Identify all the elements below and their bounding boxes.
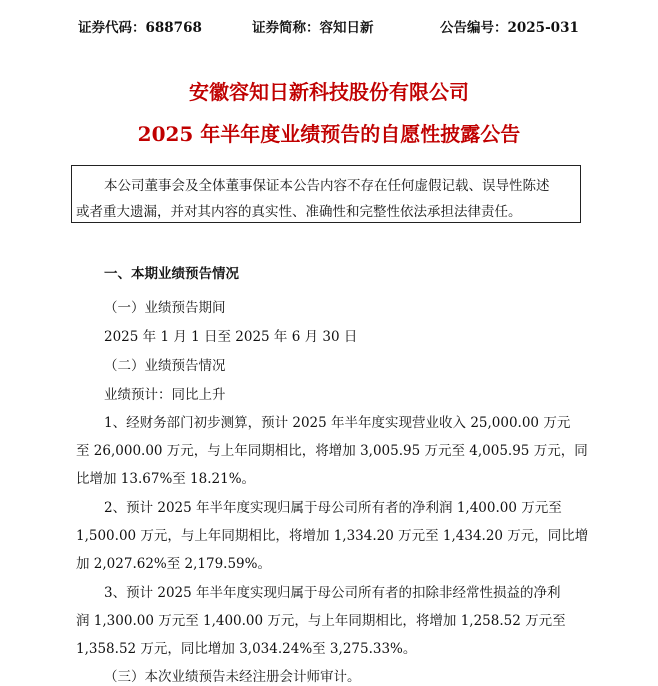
- forecast-period: 2025 年 1 月 1 日至 2025 年 6 月 30 日: [104, 329, 358, 345]
- revenue-forecast-line-2: 至 26,000.00 万元，与上年同期相比，将增加 3,005.95 万元至 4,005.95 万元，同: [76, 443, 588, 459]
- adjusted-profit-forecast-line-3: 1,358.52 万元，同比增加 3,034.24%至 3,275.33%。: [76, 641, 417, 657]
- disclaimer-line-1: 本公司董事会及全体董事保证本公告内容不存在任何虚假记载、误导性陈述: [104, 178, 550, 194]
- forecast-type: 业绩预计：同比上升: [104, 387, 226, 403]
- net-profit-forecast-line-3: 加 2,027.62%至 2,179.59%。: [76, 556, 271, 572]
- subsection-heading-forecast: （二）业绩预告情况: [104, 358, 226, 374]
- stock-code: 证券代码：688768: [78, 20, 202, 36]
- disclaimer-line-2: 或者重大遗漏，并对其内容的真实性、准确性和完整性依法承担法律责任。: [76, 204, 522, 220]
- adjusted-profit-forecast-line-1: 3、预计 2025 年半年度实现归属于母公司所有者的扣除非经常性损益的净利: [104, 585, 561, 601]
- announcement-subject-title: 2025 年半年度业绩预告的自愿性披露公告: [137, 122, 521, 146]
- net-profit-forecast-line-2: 1,500.00 万元，与上年同期相比，将增加 1,334.20 万元至 1,434.20 万元，同比增: [76, 528, 589, 544]
- stock-abbreviation: 证券简称：容知日新: [252, 20, 374, 36]
- audit-statement: （三）本次业绩预告未经注册会计师审计。: [104, 669, 361, 685]
- company-name-title: 安徽容知日新科技股份有限公司: [189, 80, 469, 104]
- section-heading: 一、本期业绩预告情况: [104, 266, 239, 282]
- net-profit-forecast-line-1: 2、预计 2025 年半年度实现归属于母公司所有者的净利润 1,400.00 万元至: [104, 500, 562, 516]
- subsection-heading-period: （一）业绩预告期间: [104, 300, 226, 316]
- adjusted-profit-forecast-line-2: 润 1,300.00 万元至 1,400.00 万元，与上年同期相比，将增加 1,258.52 万元至: [76, 613, 566, 629]
- revenue-forecast-line-3: 比增加 13.67%至 18.21%。: [76, 471, 256, 487]
- revenue-forecast-line-1: 1、经财务部门初步测算，预计 2025 年半年度实现营业收入 25,000.00 万元: [104, 415, 571, 431]
- announcement-number: 公告编号：2025-031: [440, 20, 579, 36]
